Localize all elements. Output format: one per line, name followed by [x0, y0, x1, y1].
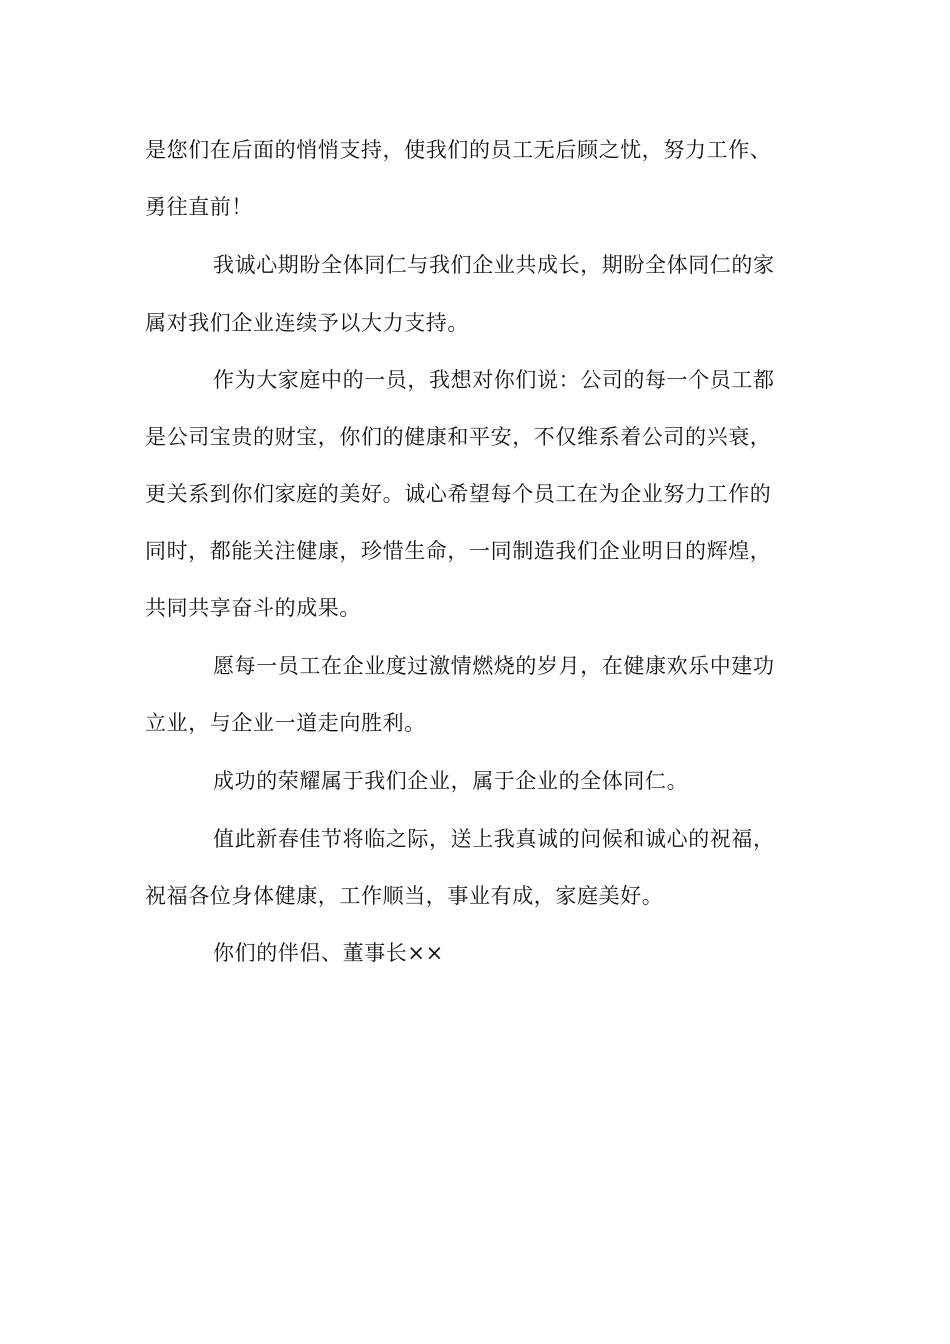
body-text-line: 属对我们企业连续予以大力支持。	[145, 311, 469, 335]
body-text-line: 是公司宝贵的财宝，你们的健康和平安，不仅维系着公司的兴衰，	[145, 425, 772, 449]
body-text-line: 是您们在后面的悄悄支持，使我们的员工无后顾之忧，努力工作、	[145, 138, 772, 162]
body-text-line: 成功的荣耀属于我们企业，属于企业的全体同仁。	[213, 769, 689, 793]
body-text-line: 作为大家庭中的一员，我想对你们说：公司的每一个员工都	[213, 368, 775, 392]
body-text-line: 立业，与企业一道走向胜利。	[145, 711, 426, 735]
body-text-line: 祝福各位身体健康，工作顺当，事业有成，家庭美好。	[145, 884, 664, 908]
signature-line: 你们的伴侣、董事长××	[213, 941, 444, 965]
body-text-line: 勇往直前！	[145, 195, 253, 219]
body-text-line: 共同共享奋斗的成果。	[145, 596, 361, 620]
body-text-line: 值此新春佳节将临之际，送上我真诚的问候和诚心的祝福，	[213, 827, 775, 851]
body-text-line: 我诚心期盼全体同仁与我们企业共成长，期盼全体同仁的家	[213, 253, 775, 277]
body-text-line: 愿每一员工在企业度过激情燃烧的岁月，在健康欢乐中建功	[213, 654, 775, 678]
body-text-line: 更关系到你们家庭的美好。诚心希望每个员工在为企业努力工作的	[145, 482, 772, 506]
body-text-line: 同时，都能关注健康，珍惜生命，一同制造我们企业明日的辉煌，	[145, 539, 772, 563]
